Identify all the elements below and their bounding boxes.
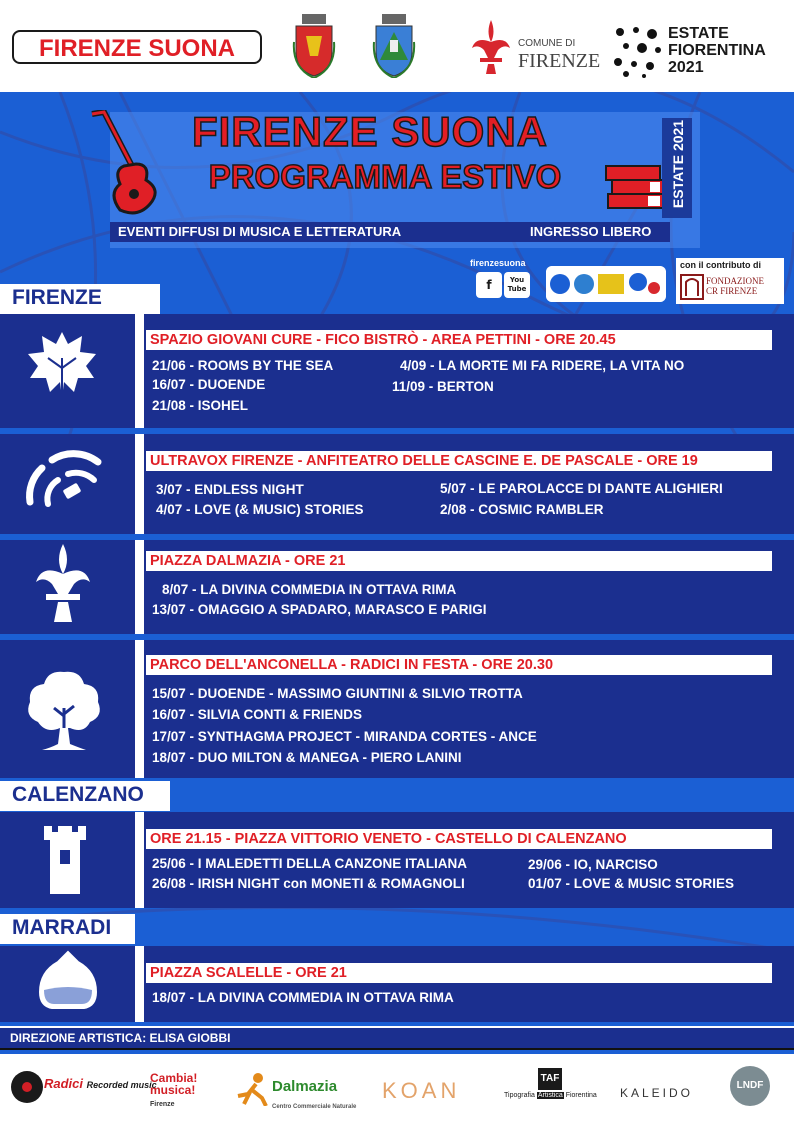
ultravox-logo-icon [22,446,108,512]
event-item: 29/06 - IO, NARCISO [528,857,658,872]
books-icon [604,160,668,212]
event-item: 11/09 - BERTON [392,379,494,394]
koan-logo: KOAN [382,1078,461,1103]
section-header: PIAZZA DALMAZIA - ORE 21 [146,551,772,571]
year-tag: ESTATE 2021 [662,118,692,218]
dots-icon [614,26,664,78]
chestnut-icon [36,948,100,1012]
divider-line [135,314,144,428]
contribution-box: con il contributo di FONDAZIONE CR FIRENZE [676,258,784,304]
crest-icon-right [372,12,416,78]
tagline-bar [110,222,670,242]
divider-line [135,812,144,908]
taf-logo: TAF Tipografia Artistica Fiorentina [504,1068,614,1108]
event-item: 21/08 - ISOHEL [152,398,249,413]
section-header: SPAZIO GIOVANI CURE - FICO BISTRÒ - AREA PETTINI - ORE 20.45 [146,330,772,350]
event-item: 16/07 - DUOENDE [152,377,266,392]
event-item: 18/07 - LA DIVINA COMMEDIA IN OTTAVA RIMA [152,990,454,1005]
event-item: 15/07 - DUOENDE - MASSIMO GIUNTINI & SILVIO TROTTA [152,686,523,701]
castle-tower-icon [44,826,86,894]
comune-di-firenze-logo: COMUNE DI FIRENZE [468,18,608,78]
facebook-icon[interactable]: f [476,272,502,298]
youtube-icon[interactable]: You Tube [504,272,530,298]
event-item: 4/09 - LA MORTE MI FA RIDERE, LA VITA NO [400,358,685,373]
event-item: 17/07 - SYNTHAGMA PROJECT - MIRANDA CORTES - ANCE [152,729,537,744]
poster-title: FIRENZE SUONA [191,108,548,155]
tree-icon [24,668,104,754]
event-item: 2/08 - COSMIC RAMBLER [440,502,604,517]
event-item: 4/07 - LOVE (& MUSIC) STORIES [156,502,364,517]
radici-logo: Radici Recorded music [44,1076,157,1091]
event-item: 18/07 - DUO MILTON & MANEGA - PIERO LANINI [152,750,462,765]
florence-lily-icon [32,542,94,626]
event-item: 25/06 - I MALEDETTI DELLA CANZONE ITALIANA [152,856,468,871]
social-handle: firenzesuona [470,258,526,268]
event-item: 13/07 - OMAGGIO A SPADARO, MARASCO E PARIGI [152,602,487,617]
lndf-logo: LNDF [730,1066,770,1106]
event-item: 8/07 - LA DIVINA COMMEDIA IN OTTAVA RIMA [162,582,457,597]
kaleido-logo: KALEIDO [620,1086,694,1100]
cambia-musica-logo: Cambia! musica! Firenze [150,1071,198,1108]
divider-line [135,946,144,1022]
region-label-marradi: MARRADI [0,914,135,944]
divider-line [135,434,144,534]
event-item: 16/07 - SILVIA CONTI & FRIENDS [152,707,363,722]
vinyl-record-icon [10,1070,44,1104]
fig-leaf-icon [24,328,100,400]
event-item: 21/06 - ROOMS BY THE SEA [152,358,334,373]
crest-icon-left [292,12,336,78]
firenze-suona-logo: FIRENZE SUONA [12,30,262,64]
entry-info: INGRESSO LIBERO [530,224,652,239]
section-header: ORE 21.15 - PIAZZA VITTORIO VENETO - CASTELLO DI CALENZANO [146,829,772,849]
tv-channel-logos [546,266,666,302]
estate-fiorentina-logo: ESTATE FIORENTINA 2021 [614,24,784,80]
region-label-firenze: FIRENZE [0,284,160,314]
artistic-direction: DIREZIONE ARTISTICA: ELISA GIOBBI [10,1031,231,1045]
poster-subtitle: PROGRAMMA ESTIVO [208,158,562,195]
artistic-direction-bar [0,1026,794,1050]
dalmazia-logo: Dalmazia Centro Commerciale Naturale [272,1078,357,1110]
section-header: ULTRAVOX FIRENZE - ANFITEATRO DELLE CASCINE E. DE PASCALE - ORE 19 [146,451,772,471]
region-label-calenzano: CALENZANO [0,781,170,811]
section-header: PARCO DELL'ANCONELLA - RADICI IN FESTA - ORE 20.30 [146,655,772,675]
divider-line [135,640,144,778]
event-item: 26/08 - IRISH NIGHT con MONETI & ROMAGNOLI [152,876,465,891]
section-marradi [0,946,794,1022]
tagline: EVENTI DIFFUSI DI MUSICA E LETTERATURA [118,224,402,239]
florence-lily-icon [468,18,514,78]
event-item: 3/07 - ENDLESS NIGHT [156,482,304,497]
running-figure-icon [234,1072,272,1106]
fondazione-cr-icon [680,274,704,300]
event-item: 01/07 - LOVE & MUSIC STORIES [528,876,735,891]
section-header: PIAZZA SCALELLE - ORE 21 [146,963,772,983]
divider-line [135,540,144,634]
event-item: 5/07 - LE PAROLACCE DI DANTE ALIGHIERI [440,481,723,496]
